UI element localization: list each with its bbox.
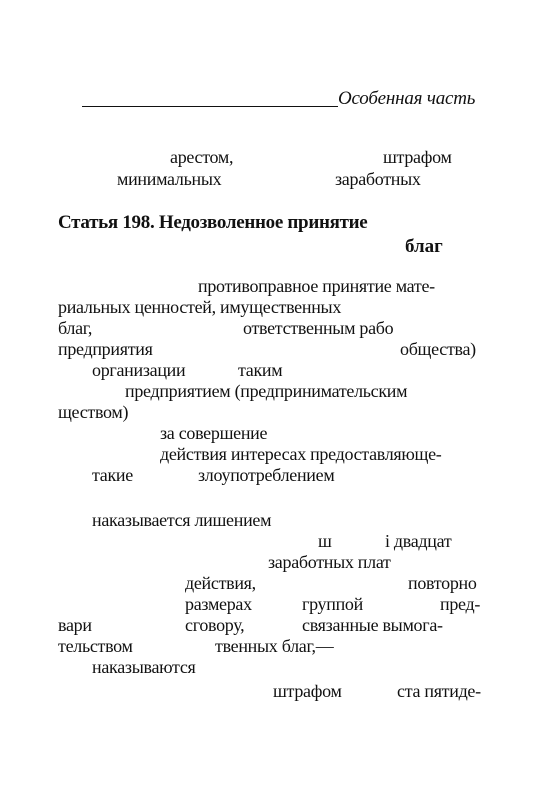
text-fragment: заработных плат bbox=[268, 552, 391, 572]
text-fragment: повторно bbox=[408, 573, 477, 593]
text-fragment: минимальных bbox=[117, 169, 222, 189]
text-fragment: злоупотреблением bbox=[198, 465, 335, 485]
text-fragment: благ, bbox=[58, 318, 93, 338]
text-fragment: таким bbox=[238, 360, 283, 380]
text-fragment: арестом, bbox=[170, 147, 234, 167]
text-fragment: тельством bbox=[58, 636, 133, 656]
text-fragment: за совершение bbox=[160, 423, 268, 443]
article-title-continuation: благ bbox=[405, 236, 443, 257]
text-fragment: противоправное принятие мате- bbox=[198, 276, 435, 296]
text-fragment: риальных ценностей, имущественных bbox=[58, 297, 342, 317]
text-fragment: штрафом bbox=[383, 147, 452, 167]
text-fragment: общества) bbox=[400, 339, 476, 359]
text-fragment: сговору, bbox=[185, 615, 245, 635]
text-fragment: организации bbox=[92, 360, 186, 380]
text-fragment: такие bbox=[92, 465, 133, 485]
text-fragment: ществом) bbox=[58, 402, 129, 422]
text-fragment: штрафом bbox=[273, 681, 342, 701]
text-fragment: действия интересах предоставляюще- bbox=[160, 444, 442, 464]
text-fragment: наказываются bbox=[92, 657, 196, 677]
text-fragment: действия, bbox=[185, 573, 256, 593]
text-fragment: предприятием (предпринимательским bbox=[125, 381, 408, 401]
text-fragment: заработных bbox=[335, 169, 421, 189]
text-fragment: і двадцат bbox=[385, 531, 452, 551]
text-fragment: наказывается лишением bbox=[92, 510, 272, 530]
text-fragment: предприятия bbox=[58, 339, 153, 359]
text-fragment: твенных благ,— bbox=[215, 636, 334, 656]
section-title: Особенная часть bbox=[338, 88, 476, 109]
text-fragment: ста пятиде- bbox=[397, 681, 481, 701]
text-fragment: ш bbox=[318, 531, 332, 551]
header-rule bbox=[82, 106, 338, 107]
text-fragment: связанные вымога- bbox=[302, 615, 443, 635]
article-title: Статья 198. Недозволенное принятие bbox=[58, 212, 368, 233]
text-fragment: вари bbox=[58, 615, 92, 635]
text-fragment: размерах bbox=[185, 594, 252, 614]
text-fragment: ответственным рабо bbox=[243, 318, 394, 338]
text-fragment: пред- bbox=[440, 594, 481, 614]
text-fragment: группой bbox=[302, 594, 363, 614]
